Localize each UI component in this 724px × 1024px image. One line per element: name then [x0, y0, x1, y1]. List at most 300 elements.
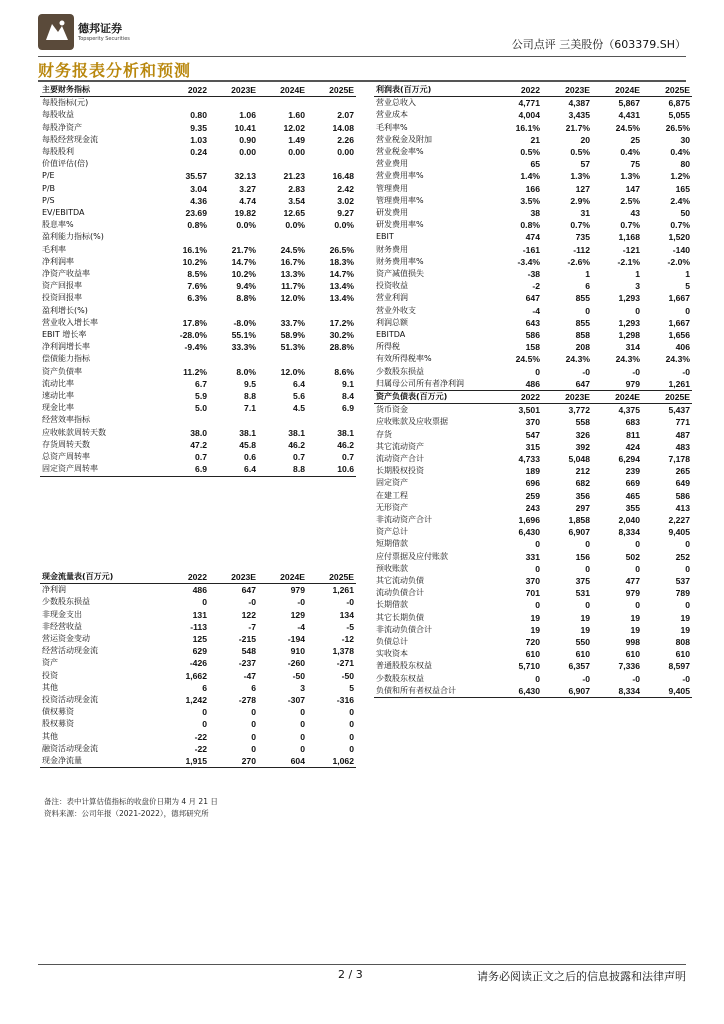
cell-value: 0 — [685, 563, 690, 574]
cell-value: 6 — [585, 281, 590, 292]
legal-disclaimer: 请务必阅读正文之后的信息披露和法律声明 — [477, 970, 686, 983]
table-row — [40, 195, 356, 207]
cell-value: 1,858 — [568, 515, 590, 526]
table-row — [40, 621, 356, 633]
cell-value: 0.00 — [337, 147, 354, 158]
cell-value: 10.41 — [234, 122, 256, 133]
row-label: 毛利率 — [42, 244, 66, 254]
table-row — [40, 170, 356, 182]
cell-value: 19 — [530, 624, 540, 635]
table-row — [374, 268, 692, 280]
cell-value: 32.13 — [234, 171, 256, 182]
cell-value: -0 — [682, 673, 690, 684]
row-label: 净利润 — [42, 585, 66, 595]
cell-value: -0 — [582, 673, 590, 684]
cell-value: 487 — [675, 429, 690, 440]
row-label: 财务费用 — [376, 244, 408, 254]
cell-value: 6,294 — [618, 454, 640, 465]
year-header: 2025E — [307, 571, 356, 584]
cell-value — [258, 353, 307, 365]
cell-value: 0 — [585, 563, 590, 574]
cell-value: 0 — [635, 563, 640, 574]
cell-value: 465 — [625, 490, 640, 501]
cell-value — [258, 231, 307, 243]
cell-value: 315 — [525, 441, 540, 452]
cell-value: 406 — [675, 342, 690, 353]
cell-value: 477 — [625, 576, 640, 587]
cell-value: 0.7% — [620, 220, 640, 231]
cell-value: 46.2 — [337, 439, 354, 450]
cell-value: 1,293 — [618, 293, 640, 304]
cell-value: 1.03 — [190, 134, 207, 145]
row-label: 归属母公司所有者净利润 — [374, 378, 492, 391]
table-row — [374, 563, 692, 575]
row-label: 资产 — [42, 658, 58, 668]
cell-value: -0 — [632, 366, 640, 377]
cell-value — [209, 97, 258, 110]
cell-value: -237 — [238, 658, 256, 669]
report-header-title: 公司点评 三美股份（603379.SH） — [511, 38, 686, 51]
cell-value: 604 — [258, 755, 307, 768]
cell-value: 0 — [251, 743, 256, 754]
cell-value: 8.6% — [334, 366, 354, 377]
year-header: 2023E — [209, 571, 258, 584]
cell-value: 12.02 — [283, 122, 305, 133]
row-label: 现金比率 — [42, 403, 74, 413]
cell-value: 0.0% — [236, 220, 256, 231]
cell-value: 375 — [575, 576, 590, 587]
cell-value: 2,227 — [668, 515, 690, 526]
cell-value: 156 — [575, 551, 590, 562]
cell-value: 314 — [625, 342, 640, 353]
row-label: 其它流动资产 — [376, 441, 424, 451]
cell-value: 21.7% — [231, 244, 256, 255]
row-label: 净利润增长率 — [42, 342, 90, 352]
table-row — [40, 341, 356, 353]
cell-value: -4 — [297, 621, 305, 632]
cell-value: 3 — [300, 682, 305, 693]
cell-value: -113 — [190, 621, 207, 632]
row-label: 其他 — [42, 682, 58, 692]
cell-value: 5 — [349, 682, 354, 693]
cell-value: 80 — [680, 159, 690, 170]
cell-value: 26.5% — [329, 244, 354, 255]
row-label: 流动比率 — [42, 378, 74, 388]
cell-value: 19 — [530, 612, 540, 623]
cell-value: 24.3% — [565, 354, 590, 365]
cell-value: 610 — [625, 649, 640, 660]
cell-value: 31 — [580, 208, 590, 219]
cell-value: 0 — [535, 366, 540, 377]
cell-value: 979 — [290, 585, 305, 596]
row-label: 盈利增长(%) — [42, 305, 88, 315]
cell-value: 189 — [525, 466, 540, 477]
table-row — [40, 694, 356, 706]
cell-value: -426 — [189, 658, 207, 669]
table-row — [374, 416, 692, 428]
cell-value: 486 — [192, 585, 207, 596]
row-label: 每股经营现金流 — [42, 134, 98, 144]
table-row — [40, 219, 356, 231]
cell-value: 1.3% — [620, 171, 640, 182]
cell-value: 35.57 — [185, 171, 207, 182]
table-row — [40, 268, 356, 280]
table-row — [374, 587, 692, 599]
cell-value: 0 — [535, 600, 540, 611]
table-row — [40, 158, 356, 170]
cell-value: 1,520 — [668, 232, 690, 243]
table-row — [40, 183, 356, 195]
cell-value: 6.9 — [342, 403, 354, 414]
cell-value: 0.4% — [620, 147, 640, 158]
cell-value: 58.9% — [280, 330, 305, 341]
cell-value: 3.5% — [520, 195, 540, 206]
row-label: 每股股利 — [42, 147, 74, 157]
cell-value: 8.0% — [236, 366, 256, 377]
cell-value — [307, 414, 356, 426]
cell-value: 0.5% — [570, 147, 590, 158]
cell-value: 2.5% — [620, 195, 640, 206]
cell-value: 10.2% — [182, 256, 207, 267]
cell-value: 811 — [626, 429, 640, 440]
cell-value: 979 — [592, 378, 642, 391]
row-label: 投资 — [42, 670, 58, 680]
row-label: 营业总收入 — [376, 98, 416, 108]
cell-value — [209, 158, 258, 170]
footer-divider — [38, 964, 686, 965]
cell-value: 23.69 — [185, 208, 207, 219]
year-header: 2025E — [642, 84, 692, 97]
cell-value: -2.0% — [667, 256, 690, 267]
cell-value: 0 — [685, 539, 690, 550]
cell-value: 0.0% — [285, 220, 305, 231]
header-divider — [38, 56, 686, 57]
year-header: 2024E — [592, 391, 642, 404]
cell-value: 0 — [635, 600, 640, 611]
row-label: 长期股权投资 — [376, 466, 424, 476]
row-label: EBIT 增长率 — [42, 330, 87, 340]
cell-value: 0.24 — [190, 147, 207, 158]
row-label: 负债总计 — [376, 637, 408, 647]
table-row — [40, 146, 356, 158]
cell-value: 6 — [202, 682, 207, 693]
row-label: 营业税金率% — [376, 147, 424, 157]
cell-value: 50 — [680, 208, 690, 219]
cell-value — [307, 97, 356, 110]
cell-value — [258, 414, 307, 426]
table-row — [40, 305, 356, 317]
table-row — [40, 706, 356, 718]
cell-value: 0.90 — [239, 134, 256, 145]
cell-value: 720 — [525, 637, 540, 648]
cell-value: 252 — [675, 551, 690, 562]
cell-value: 28.8% — [329, 342, 354, 353]
cell-value — [160, 97, 209, 110]
row-label: 债权募资 — [42, 707, 74, 717]
cell-value: 1.49 — [288, 134, 305, 145]
row-label: P/E — [42, 171, 55, 181]
cell-value: 8,334 — [592, 685, 642, 698]
table-row — [374, 305, 692, 317]
cell-value: 55.1% — [231, 330, 256, 341]
row-label: 管理费用 — [376, 183, 408, 193]
cell-value: 33.3% — [231, 342, 256, 353]
table-row — [374, 624, 692, 636]
row-label: 短期借款 — [376, 539, 408, 549]
table-row — [40, 645, 356, 657]
cell-value — [307, 158, 356, 170]
cell-value: 5.0 — [195, 403, 207, 414]
year-header: 2023E — [542, 84, 592, 97]
cell-value: 979 — [625, 588, 640, 599]
table-row — [374, 526, 692, 538]
cell-value: 17.8% — [182, 317, 207, 328]
cell-value: -121 — [622, 244, 640, 255]
row-label: 营业费用 — [376, 159, 408, 169]
cell-value: -12 — [341, 634, 354, 645]
cell-value: 14.08 — [332, 122, 354, 133]
table-row — [40, 743, 356, 755]
cell-value: 355 — [625, 502, 640, 513]
table-row — [40, 439, 356, 451]
cell-value: 11.2% — [183, 366, 207, 377]
cell-value: 0 — [349, 743, 354, 754]
table-row — [40, 207, 356, 219]
cell-value: 8.8% — [236, 293, 256, 304]
cell-value: 10.6 — [307, 463, 356, 476]
cell-value: 6.4 — [293, 378, 305, 389]
cell-value: 6,430 — [492, 685, 542, 698]
cell-value: -2.6% — [567, 256, 590, 267]
cell-value: 998 — [625, 637, 640, 648]
cell-value: 3.02 — [337, 195, 354, 206]
row-label: 少数股东权益 — [376, 673, 424, 683]
cell-value: -140 — [672, 244, 690, 255]
cell-value: -50 — [341, 670, 354, 681]
row-label: 预收账款 — [376, 563, 408, 573]
table-row — [374, 465, 692, 477]
cell-value: 6,357 — [568, 661, 590, 672]
year-header: 2022 — [160, 571, 209, 584]
cell-value: 537 — [675, 576, 690, 587]
cell-value: 1,298 — [618, 330, 640, 341]
table-row — [40, 596, 356, 608]
cell-value: 0.7 — [195, 452, 207, 463]
cell-value: -161 — [522, 244, 540, 255]
row-label: 非现金支出 — [42, 609, 82, 619]
cell-value: 4.36 — [190, 195, 207, 206]
table-row — [40, 402, 356, 414]
table-row — [40, 414, 356, 426]
cell-value: -260 — [287, 658, 305, 669]
cell-value: -50 — [292, 670, 305, 681]
cell-value: 1 — [685, 269, 690, 280]
row-label: 营业成本 — [376, 110, 408, 120]
cell-value: 1.2% — [670, 171, 690, 182]
cell-value: 910 — [290, 646, 305, 657]
cell-value: 531 — [575, 588, 590, 599]
cell-value: 19 — [680, 624, 690, 635]
table-row — [374, 219, 692, 231]
cell-value: 1,667 — [668, 317, 690, 328]
cell-value: 696 — [525, 478, 540, 489]
row-label: 固定资产周转率 — [40, 463, 160, 476]
cell-value — [307, 231, 356, 243]
table-row — [40, 280, 356, 292]
cell-value: 0 — [685, 600, 690, 611]
cell-value: 16.1% — [515, 122, 540, 133]
cell-value: -28.0% — [179, 330, 207, 341]
year-header: 2025E — [642, 391, 692, 404]
cell-value: 38.1 — [239, 427, 256, 438]
cell-value: -9.4% — [184, 342, 207, 353]
cell-value: 0.0% — [334, 220, 354, 231]
cell-value — [307, 305, 356, 317]
table-row — [374, 122, 692, 134]
cell-value: 19 — [630, 612, 640, 623]
cell-value: 45.8 — [239, 439, 256, 450]
cell-value — [160, 353, 209, 365]
cell-value: 5,055 — [668, 110, 690, 121]
cell-value: 1,667 — [668, 293, 690, 304]
table-row — [374, 685, 692, 698]
cell-value: 30 — [680, 134, 690, 145]
cell-value: 424 — [625, 441, 640, 452]
cell-value: 610 — [525, 649, 540, 660]
cell-value — [209, 305, 258, 317]
row-label: 营业费用率% — [376, 171, 424, 181]
cell-value: 647 — [525, 293, 540, 304]
cell-value: 701 — [525, 588, 540, 599]
table-row — [374, 341, 692, 353]
cell-value — [160, 158, 209, 170]
cell-value: -278 — [238, 695, 256, 706]
cell-value: 3,435 — [568, 110, 590, 121]
year-header: 2025E — [307, 84, 356, 97]
row-label: 其它长期负债 — [376, 612, 424, 622]
cell-value: 1,293 — [618, 317, 640, 328]
cell-value: 3,772 — [568, 405, 590, 416]
cell-value: 131 — [192, 609, 207, 620]
cell-value: 13.4% — [329, 293, 354, 304]
cell-value: 19 — [580, 624, 590, 635]
cell-value: 0.8% — [187, 220, 207, 231]
cell-value: 0.6 — [244, 452, 256, 463]
cell-value: 356 — [575, 490, 590, 501]
table-row — [374, 256, 692, 268]
table-row — [374, 353, 692, 365]
cell-value: 8.4 — [342, 391, 354, 402]
table-row — [40, 231, 356, 243]
cell-value: -2.1% — [617, 256, 640, 267]
cell-value: 297 — [575, 502, 590, 513]
cell-value: 669 — [625, 478, 640, 489]
row-label: 研发费用 — [376, 208, 408, 218]
cell-value: 4.74 — [239, 195, 256, 206]
table-row — [40, 657, 356, 669]
row-label: 实收资本 — [376, 649, 408, 659]
table-row — [40, 122, 356, 134]
cell-value: -0 — [346, 597, 354, 608]
cell-value: 1,062 — [307, 755, 356, 768]
row-label: 有效所得税率% — [376, 354, 432, 364]
table-row — [374, 183, 692, 195]
cell-value: 0 — [300, 731, 305, 742]
table-row — [40, 451, 356, 463]
row-label: 资产负债率 — [42, 366, 82, 376]
cell-value: 47.2 — [190, 439, 207, 450]
cell-value: 270 — [209, 755, 258, 768]
row-label: 营运资金变动 — [42, 634, 90, 644]
cell-value: 0 — [349, 719, 354, 730]
cell-value: 0.7% — [670, 220, 690, 231]
cell-value: 46.2 — [288, 439, 305, 450]
row-label: 每股指标(元) — [42, 98, 89, 108]
table-row — [40, 670, 356, 682]
table-row — [40, 109, 356, 121]
year-header: 2024E — [258, 84, 307, 97]
cell-value: 2.26 — [337, 134, 354, 145]
cell-value: 0 — [300, 743, 305, 754]
table-title: 现金流量表(百万元) — [40, 571, 160, 584]
table-row — [374, 599, 692, 611]
cell-value: 4,431 — [618, 110, 640, 121]
cell-value: 2.07 — [337, 110, 354, 121]
year-header: 2023E — [209, 84, 258, 97]
cell-value: 2.83 — [288, 183, 305, 194]
data-source-note: 资料来源：公司年报（2021-2022），德邦研究所 — [44, 809, 209, 818]
cell-value: 16.7% — [280, 256, 305, 267]
cell-value: 1,261 — [642, 378, 692, 391]
cell-value: -7 — [248, 621, 256, 632]
main-indicators-table — [40, 84, 356, 477]
cell-value: 647 — [542, 378, 592, 391]
cell-value: 3 — [635, 281, 640, 292]
row-label: EBITDA — [376, 330, 406, 340]
table-row — [374, 97, 692, 110]
cell-value: 370 — [525, 576, 540, 587]
cell-value: 326 — [575, 429, 590, 440]
cell-value: 1.06 — [239, 110, 256, 121]
cell-value: 12.0% — [280, 366, 305, 377]
table-row — [40, 378, 356, 390]
row-label: 应付票据及应付账款 — [376, 551, 448, 561]
row-label: 净利润率 — [42, 256, 74, 266]
table-row — [374, 551, 692, 563]
table-row — [374, 134, 692, 146]
cell-value: 6.7 — [195, 378, 207, 389]
cell-value: 43 — [630, 208, 640, 219]
cell-value: 0 — [202, 719, 207, 730]
table-row — [374, 378, 692, 391]
row-label: P/S — [42, 195, 55, 205]
cell-value: 166 — [525, 183, 540, 194]
cell-value: 6,875 — [668, 98, 690, 109]
cell-value: 474 — [525, 232, 540, 243]
cell-value: 0.00 — [239, 147, 256, 158]
cell-value — [209, 353, 258, 365]
cell-value: 9.35 — [190, 122, 207, 133]
cell-value: -0 — [682, 366, 690, 377]
table-row — [374, 648, 692, 660]
table-row — [374, 244, 692, 256]
cell-value: 682 — [575, 478, 590, 489]
cell-value: 586 — [675, 490, 690, 501]
cell-value: 0 — [251, 731, 256, 742]
cell-value: 6.9 — [160, 463, 209, 476]
table-header-row — [374, 84, 692, 97]
cell-value: -215 — [238, 634, 256, 645]
